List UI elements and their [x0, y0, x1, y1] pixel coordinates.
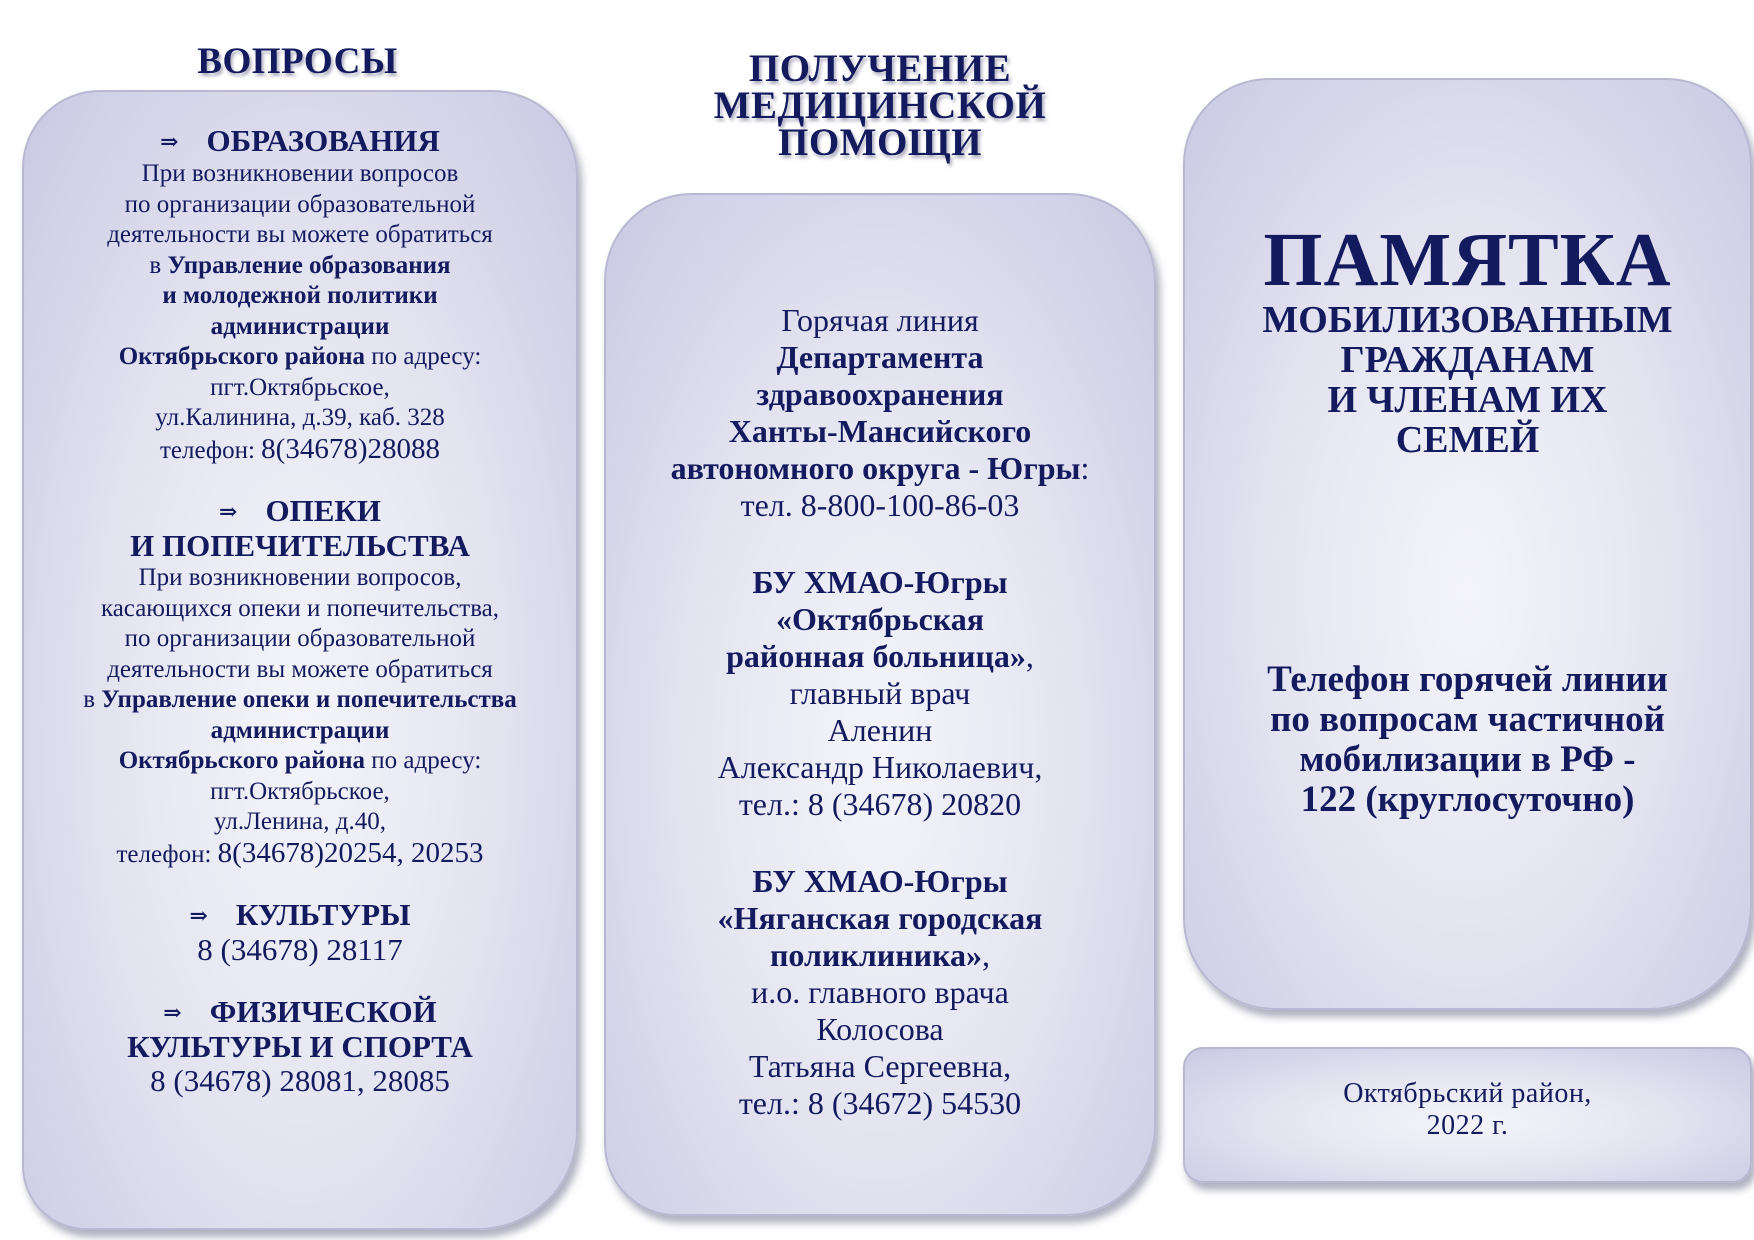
- middle-heading-line-3: ПОМОЩИ: [778, 121, 982, 164]
- guardianship-line-3: по организации образовательной: [124, 625, 476, 652]
- middle-heading: [680, 47, 1080, 164]
- education-phone: 8(34678)28088: [261, 432, 440, 465]
- hospital-surname: Аленин: [827, 712, 933, 748]
- guardianship-line-9: ул.Ленина, д.40,: [214, 808, 386, 835]
- culture-title: КУЛЬТУРЫ: [235, 897, 411, 932]
- hotline-block: [620, 302, 1140, 524]
- guardianship-line-1: При возникновении вопросов,: [138, 564, 462, 591]
- education-line-4-prefix: в: [149, 251, 168, 279]
- education-line-8: пгт.Октябрьское,: [210, 373, 390, 401]
- clinic-phone: тел.: 8 (34672) 54530: [738, 1085, 1022, 1121]
- education-phone-label: телефон:: [160, 436, 262, 464]
- right-panel-content: [1200, 220, 1735, 460]
- middle-heading-line-2: МЕДИЦИНСКОЙ: [713, 84, 1047, 127]
- middle-panel-content: [620, 302, 1140, 1122]
- memo-subtitle-line-2: ГРАЖДАНАМ: [1340, 339, 1595, 381]
- clinic-name: Татьяна Сергеевна,: [748, 1048, 1012, 1084]
- guardianship-line-5-prefix: в: [83, 686, 102, 713]
- hospital-phone: тел.: 8 (34678) 20820: [738, 786, 1022, 822]
- mobilization-hotline: [1200, 660, 1735, 820]
- education-line-5: и молодежной политики: [162, 282, 438, 309]
- hotline-label: Горячая линия: [781, 302, 979, 338]
- education-department: Управление образования: [167, 251, 451, 279]
- sport-section: [45, 995, 555, 1098]
- education-line-6: администрации: [210, 312, 390, 340]
- memo-subtitle-line-1: МОБИЛИЗОВАННЫМ: [1262, 299, 1673, 341]
- education-line-2: по организации образовательной: [124, 190, 476, 218]
- arrow-right-icon: ⇒: [163, 1000, 182, 1025]
- hospital-name: Александр Николаевич,: [717, 749, 1043, 785]
- education-section: [45, 124, 555, 466]
- hospital-line-3: районная больница»: [726, 638, 1026, 674]
- hospital-role: главный врач: [789, 675, 971, 711]
- hospital-block: [620, 564, 1140, 823]
- education-line-9: ул.Калинина, д.39, каб. 328: [155, 404, 445, 431]
- sport-phone: 8 (34678) 28081, 28085: [150, 1063, 450, 1098]
- hotline-org-line-1: Департамента: [776, 339, 984, 375]
- hotline-org-line-2: здравоохранения: [756, 376, 1004, 412]
- middle-heading-line-1: ПОЛУЧЕНИЕ: [748, 47, 1012, 90]
- guardianship-title-1: ОПЕКИ: [265, 493, 381, 528]
- memo-subtitle-line-3: И ЧЛЕНАМ ИХ: [1327, 379, 1608, 421]
- education-address-label: по адресу:: [365, 343, 482, 370]
- hospital-line-2: «Октябрьская: [775, 601, 985, 637]
- arrow-right-icon: ⇒: [189, 903, 208, 928]
- guardianship-district: Октябрьского района: [118, 747, 366, 774]
- guardianship-line-4: деятельности вы можете обратиться: [107, 655, 493, 683]
- footer-line-1: Октябрьский район,: [1343, 1078, 1592, 1109]
- footer-text: [1200, 1078, 1735, 1142]
- hotline-colon: :: [1080, 450, 1090, 486]
- guardianship-line-2: касающихся опеки и попечительства,: [100, 594, 500, 622]
- mobilization-hotline-line-4: 122 (круглосуточно): [1300, 779, 1635, 820]
- clinic-surname: Колосова: [816, 1011, 944, 1047]
- clinic-role: и.о. главного врача: [751, 974, 1009, 1010]
- education-title: ОБРАЗОВАНИЯ: [206, 123, 440, 158]
- education-district: Октябрьского района: [118, 343, 366, 370]
- mobilization-hotline-line-2: по вопросам частичной: [1270, 699, 1665, 740]
- memo-title: ПАМЯТКА: [1263, 218, 1672, 302]
- clinic-block: [620, 863, 1140, 1122]
- guardianship-section: [45, 494, 555, 870]
- hotline-org-line-3: Ханты-Мансийского: [728, 413, 1032, 449]
- left-heading: ВОПРОСЫ: [197, 41, 398, 82]
- education-line-3: деятельности вы можете обратиться: [107, 221, 493, 248]
- guardianship-line-8: пгт.Октябрьское,: [210, 777, 390, 805]
- clinic-line-3: поликлиника»: [769, 937, 983, 973]
- clinic-comma: ,: [982, 937, 991, 973]
- guardianship-address-label: по адресу:: [365, 747, 482, 774]
- clinic-line-2: «Няганская городская: [717, 900, 1043, 936]
- hospital-comma: ,: [1025, 638, 1034, 674]
- culture-section: [45, 898, 555, 967]
- arrow-right-icon: ⇒: [160, 129, 179, 154]
- mobilization-hotline-line-3: мобилизации в РФ -: [1299, 739, 1636, 780]
- mobilization-hotline-line-1: Телефон горячей линии: [1267, 659, 1668, 700]
- guardianship-phone: 8(34678)20254, 20253: [217, 836, 484, 869]
- left-panel-content: [45, 124, 555, 1098]
- clinic-line-1: БУ ХМАО-Югры: [752, 863, 1008, 899]
- guardianship-phone-label: телефон:: [116, 840, 218, 868]
- arrow-right-icon: ⇒: [219, 499, 238, 524]
- sport-title-1: ФИЗИЧЕСКОЙ: [209, 994, 437, 1029]
- education-line-1: При возникновении вопросов: [141, 160, 459, 187]
- guardianship-department: Управление опеки и попечительства: [101, 686, 517, 713]
- hotline-phone: тел. 8-800-100-86-03: [740, 487, 1020, 523]
- sport-title-2: КУЛЬТУРЫ И СПОРТА: [127, 1029, 473, 1064]
- memo-subtitle-line-4: СЕМЕЙ: [1395, 419, 1540, 461]
- footer-line-2: 2022 г.: [1426, 1110, 1509, 1141]
- culture-phone: 8 (34678) 28117: [197, 932, 403, 967]
- guardianship-title-2: И ПОПЕЧИТЕЛЬСТВА: [130, 528, 470, 563]
- hotline-org-line-4: автономного округа - Югры: [670, 450, 1081, 486]
- hospital-line-1: БУ ХМАО-Югры: [752, 564, 1008, 600]
- guardianship-line-6: администрации: [210, 716, 390, 744]
